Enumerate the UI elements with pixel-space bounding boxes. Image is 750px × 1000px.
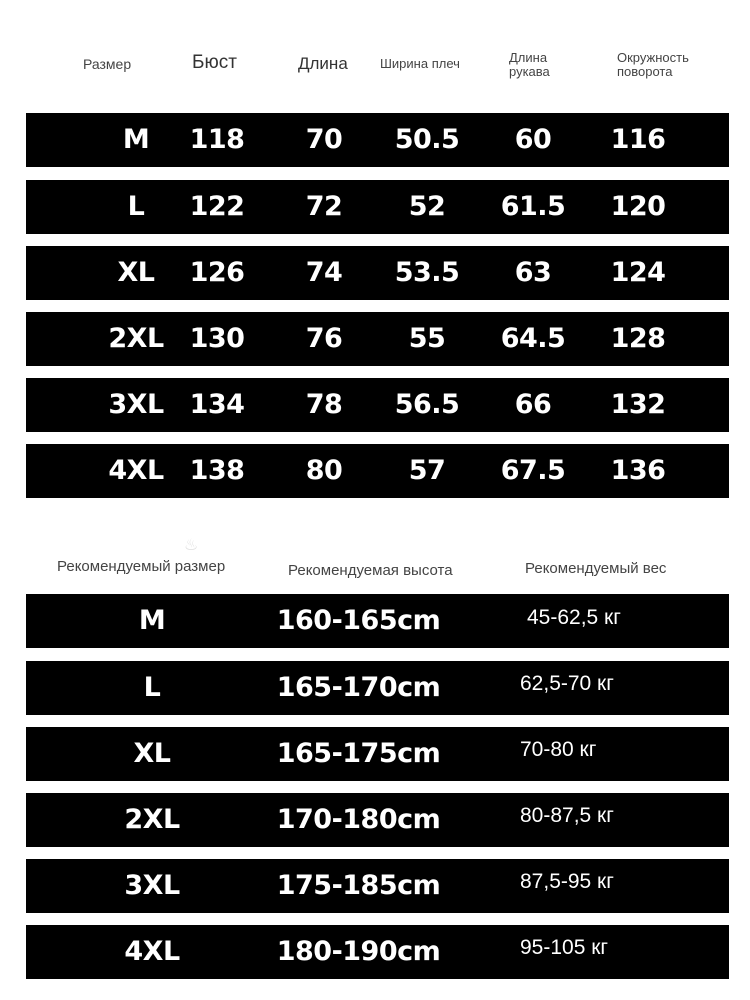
size-chart-row [26, 113, 729, 167]
size-chart-cell: 120 [610, 191, 666, 222]
recommendation-size-cell: 2XL [124, 804, 180, 835]
recommendation-height-cell: 165-175cm [276, 738, 441, 769]
watermark-icon: ♨ [184, 537, 199, 554]
size-chart-row [26, 444, 729, 498]
size-chart-cell: 134 [189, 389, 245, 420]
size-chart-cell: 63 [514, 257, 552, 288]
size-chart-cell: 50.5 [394, 124, 460, 155]
recommendation-row [26, 594, 729, 648]
size-chart-cell: 60 [514, 124, 552, 155]
recommendation-height-cell: 170-180cm [276, 804, 441, 835]
size-chart-cell: 53.5 [394, 257, 460, 288]
recommendation-row [26, 661, 729, 715]
size-chart-header-sleeve-length: Длина рукава [509, 50, 550, 79]
recommendation-size-cell: M [138, 605, 166, 636]
size-chart-cell: 72 [305, 191, 343, 222]
size-chart-cell: M [122, 124, 150, 155]
size-chart-cell: 80 [305, 455, 343, 486]
recommendation-height-cell: 180-190cm [276, 936, 441, 967]
recommendation-size-cell: XL [133, 738, 171, 769]
recommendation-row [26, 727, 729, 781]
size-chart-header-circumference: Окружность поворота [617, 50, 689, 79]
size-chart-cell: 124 [610, 257, 666, 288]
size-chart-cell: 57 [408, 455, 446, 486]
size-chart-cell: 55 [408, 323, 446, 354]
size-chart-cell: 132 [610, 389, 666, 420]
size-chart-cell: XL [117, 257, 155, 288]
recommendation-weight-cell: 80-87,5 кг [520, 804, 614, 827]
recommendation-header-size: Рекомендуемый размер [57, 558, 226, 575]
size-chart-cell: 2XL [108, 323, 164, 354]
recommendation-weight-cell: 70-80 кг [520, 738, 597, 761]
size-chart-cell: 74 [305, 257, 343, 288]
recommendation-size-cell: L [143, 672, 161, 703]
size-chart-cell: 136 [610, 455, 666, 486]
recommendation-row [26, 793, 729, 847]
size-chart-cell: 56.5 [394, 389, 460, 420]
size-chart-cell: 122 [189, 191, 245, 222]
recommendation-header-height: Рекомендуемая высота [288, 562, 453, 579]
size-chart-cell: 118 [189, 124, 245, 155]
size-chart-row [26, 378, 729, 432]
size-chart-cell: 78 [305, 389, 343, 420]
size-chart-cell: 52 [408, 191, 446, 222]
size-chart-cell: 61.5 [500, 191, 566, 222]
recommendation-header-weight: Рекомендуемый вес [525, 560, 667, 577]
size-chart-cell: L [127, 191, 145, 222]
size-chart-cell: 64.5 [500, 323, 566, 354]
recommendation-size-cell: 4XL [124, 936, 180, 967]
size-chart-cell: 66 [514, 389, 552, 420]
recommendation-size-cell: 3XL [124, 870, 180, 901]
size-chart-cell: 116 [610, 124, 666, 155]
size-chart-cell: 130 [189, 323, 245, 354]
recommendation-height-cell: 165-170cm [276, 672, 441, 703]
size-chart-header-bust: Бюст [192, 52, 237, 73]
size-chart-header-size: Размер [83, 56, 132, 72]
recommendation-row [26, 859, 729, 913]
size-chart-cell: 128 [610, 323, 666, 354]
size-chart-cell: 76 [305, 323, 343, 354]
size-chart-row [26, 246, 729, 300]
size-chart-row [26, 180, 729, 234]
recommendation-weight-cell: 95-105 кг [520, 936, 609, 959]
size-chart-cell: 3XL [108, 389, 164, 420]
recommendation-weight-cell: 87,5-95 кг [520, 870, 614, 893]
recommendation-height-cell: 175-185cm [276, 870, 441, 901]
size-chart-cell: 4XL [108, 455, 164, 486]
recommendation-weight-cell: 45-62,5 кг [527, 606, 621, 629]
size-chart-header-shoulder-width: Ширина плеч [380, 56, 460, 71]
size-chart-cell: 70 [305, 124, 343, 155]
size-chart-cell: 126 [189, 257, 245, 288]
size-chart-cell: 138 [189, 455, 245, 486]
size-chart-cell: 67.5 [500, 455, 566, 486]
recommendation-height-cell: 160-165cm [276, 605, 441, 636]
size-chart-header-length: Длина [298, 54, 348, 73]
size-chart-row [26, 312, 729, 366]
recommendation-weight-cell: 62,5-70 кг [520, 672, 614, 695]
recommendation-row [26, 925, 729, 979]
